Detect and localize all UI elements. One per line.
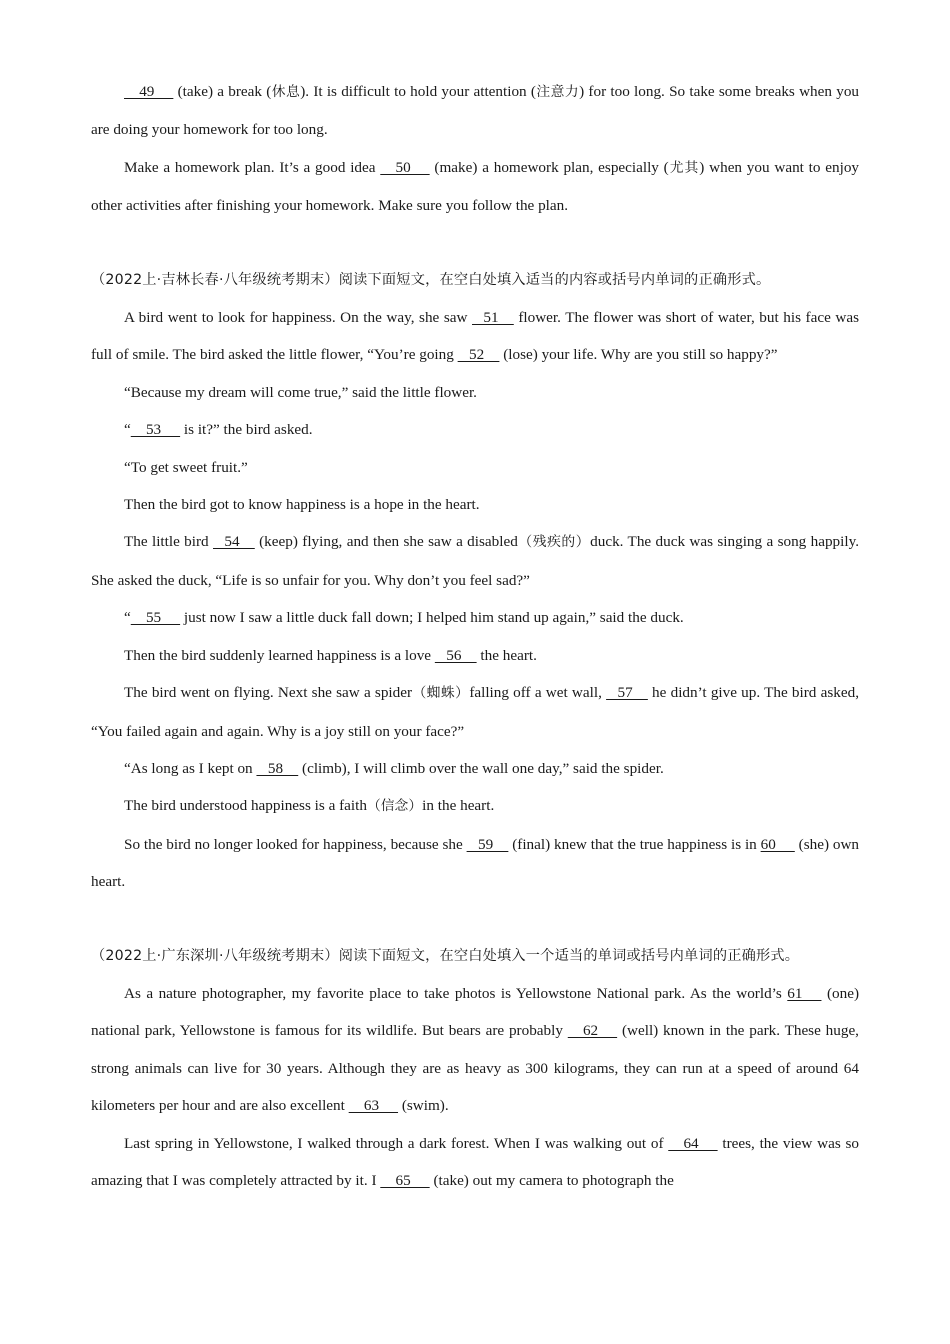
passage-text: (keep) flying, and then she saw a disabled: [254, 533, 518, 551]
answer-blank: 61: [787, 984, 822, 1002]
answer-blank: 55: [130, 609, 181, 627]
passage-text: The bird understood happiness is a faith: [124, 797, 367, 815]
passage-paragraph: [91, 523, 859, 599]
passage-paragraph: [91, 1125, 859, 1200]
passage-text: Then the bird got to know happiness is a hope in the heart.: [124, 496, 480, 514]
passage-text: (well) known in the park. These huge, strong animals can live for 30 years. Although they are as heavy as 300 kilograms, they can run at a speed of around 64 kilometers per hour and are also excellent: [91, 1022, 859, 1115]
passage-paragraph: [91, 149, 859, 225]
passage-text: flower. The flower was short of water, but his face was full of smile. The bird asked the little flower, “You’re going: [91, 309, 859, 364]
passage-text: (take) a break (: [173, 83, 272, 100]
chinese-gloss: 休息: [271, 84, 301, 100]
passage-paragraph: [91, 750, 859, 787]
passage-text: duck. The duck was singing a song happily. She asked the duck, “Life is so unfair for you. Why don’t you feel sad?”: [91, 533, 859, 589]
passage-paragraph: [91, 449, 859, 486]
passage-text: As a nature photographer, my favorite place to take photos is Yellowstone National park. As the world’s: [124, 984, 788, 1002]
passage-text: (one) national park, Yellowstone is famous for its wildlife. But bears are probably: [91, 984, 859, 1040]
passage-paragraph: [91, 411, 859, 448]
answer-blank: 57: [606, 684, 648, 702]
passage-text: “: [124, 609, 131, 627]
passage-text: is it?” the bird asked.: [180, 421, 313, 439]
passage-text: The bird went on flying. Next she saw a spider: [124, 684, 413, 702]
passage-text: (make) a homework plan, especially (: [429, 158, 669, 176]
passage-text: trees, the view was so amazing that I was completely attracted by it. I: [91, 1134, 859, 1189]
passage-paragraph: [91, 975, 859, 1125]
passage-text: Make a homework plan. It’s a good idea: [124, 158, 381, 176]
passage-paragraph: [91, 637, 859, 674]
passage-text: “To get sweet fruit.”: [124, 458, 248, 476]
passage-text: (climb), I will climb over the wall one day,” said the spider.: [298, 759, 664, 777]
answer-blank: 58: [256, 759, 299, 777]
passage-paragraph: [91, 374, 859, 411]
passage-text: A bird went to look for happiness. On the way, she saw: [124, 309, 473, 327]
chinese-gloss: （残疾的）: [517, 534, 591, 551]
passage-text: Then the bird suddenly learned happiness is a love: [124, 646, 435, 664]
passage-paragraph: [91, 674, 859, 750]
answer-blank: 50: [380, 158, 430, 176]
passage-text: ) for too long. So take some breaks when you are doing your homework for too long.: [91, 83, 860, 139]
passage-text: the heart.: [476, 646, 537, 664]
answer-blank: 54: [213, 533, 255, 551]
question-source-line: （2022上·广东深圳·八年级统考期末）阅读下面短文，在空白处填入一个适当的单词或括号内单词的正确形式。: [91, 947, 800, 964]
passage-text: (she) own heart.: [91, 835, 860, 891]
passage-paragraph: [91, 486, 859, 523]
answer-blank: 51: [472, 309, 514, 327]
answer-blank: 59: [466, 835, 509, 853]
answer-blank: 65: [380, 1171, 430, 1189]
passage-text: Last spring in Yellowstone, I walked through a dark forest. When I was walking out of: [124, 1134, 669, 1152]
paragraph-gap: [91, 901, 859, 938]
question-source-line: （2022上·吉林长春·八年级统考期末）阅读下面短文，在空白处填入适当的内容或括号内单词的正确形式。: [91, 271, 771, 288]
passage-text: The little bird: [124, 533, 213, 551]
answer-blank: 53: [130, 421, 181, 439]
document-page: [91, 73, 859, 1199]
passage-text: So the bird no longer looked for happiness, because she: [124, 835, 467, 853]
passage-paragraph: [91, 73, 859, 149]
passage-paragraph: [91, 787, 859, 825]
passage-text: ) when you want to enjoy other activities after finishing your homework. Make sure you follow the plan.: [91, 158, 860, 215]
chinese-gloss: （信念）: [366, 798, 423, 815]
passage-text: (lose) your life. Why are you still so happy?”: [499, 346, 778, 364]
chinese-gloss: 尤其: [668, 159, 700, 176]
passage-text: just now I saw a little duck fall down; I helped him stand up again,” said the duck.: [180, 609, 684, 627]
passage-text: (take) out my camera to photograph the: [429, 1171, 674, 1189]
answer-blank: 49: [124, 83, 174, 100]
answer-blank: 56: [434, 646, 477, 664]
passage-paragraph: [91, 299, 859, 374]
chinese-gloss: （蜘蛛）: [412, 685, 470, 702]
passage-text: in the heart.: [422, 797, 495, 815]
passage-text: (final) knew that the true happiness is in: [508, 835, 761, 853]
answer-blank: 64: [668, 1134, 718, 1152]
passage-text: ). It is difficult to hold your attention (: [300, 83, 536, 100]
passage-text: “: [124, 421, 131, 439]
passage-text: falling off a wet wall,: [469, 684, 607, 702]
answer-blank: 63: [348, 1097, 399, 1115]
passage-text: “Because my dream will come true,” said the little flower.: [124, 383, 477, 401]
passage-text: (swim).: [398, 1097, 449, 1115]
passage-text: he didn’t give up. The bird asked, “You failed again and again. Why is a joy still on your face?”: [91, 684, 859, 740]
passage-text: “As long as I kept on: [124, 759, 257, 777]
paragraph-gap: [91, 225, 859, 262]
chinese-gloss: 注意力: [535, 84, 580, 100]
passage-paragraph: [91, 826, 859, 901]
answer-blank: 52: [457, 346, 500, 364]
answer-blank: 60: [760, 835, 795, 853]
passage-paragraph: [91, 599, 859, 636]
answer-blank: 62: [567, 1022, 618, 1040]
